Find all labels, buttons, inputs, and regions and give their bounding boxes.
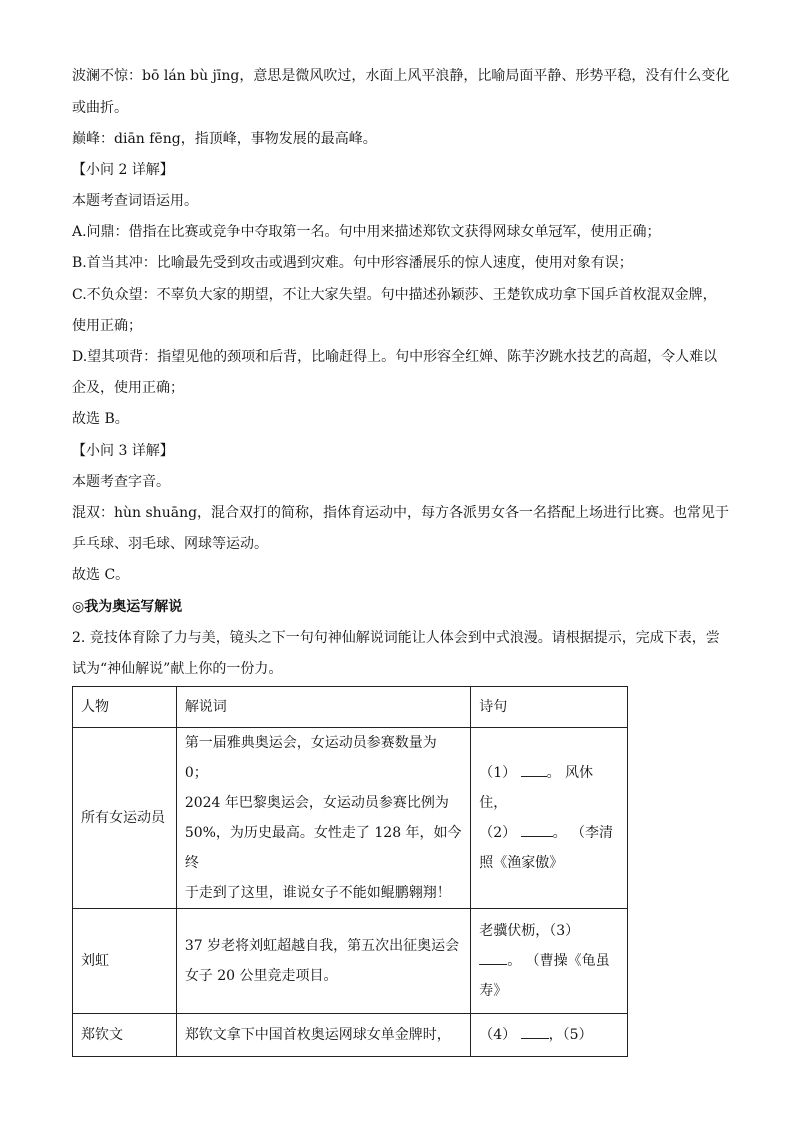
commentary-line: 50%，为历史最高。女性走了 128 年，如今终 <box>184 825 462 871</box>
commentary-line: 第一届雅典奥运会，女运动员参赛数量为 0； <box>184 735 437 781</box>
option-c: C.不负众望：不辜负大家的期望，不让大家失望。句中描述孙颖莎、王楚钦成功拿下国乒首枚混双金牌， <box>72 287 717 303</box>
fill-blank[interactable] <box>521 1024 549 1039</box>
poem-cell <box>471 728 628 909</box>
option-b: B.首当其冲：比喻最先受到攻击或遇到灾难。句中形容潘展乐的惊人速度，使用对象有误； <box>72 255 633 271</box>
poem-line <box>479 946 619 976</box>
poem-line: 照《渔家傲》 <box>479 855 564 871</box>
commentary-cell <box>176 1014 470 1057</box>
commentary-line: 女子 20 公里竞走项目。 <box>184 968 338 984</box>
header-commentary: 解说词 <box>176 687 470 728</box>
blank-label: （4） <box>479 1027 517 1043</box>
header-poem: 诗句 <box>471 687 628 728</box>
poem-text: 。 风休住， <box>479 765 594 811</box>
subquestion-heading: 【小问 2 详解】 <box>72 162 174 178</box>
section-title: ◎我为奥运写解说 <box>72 599 183 615</box>
person-cell: 刘虹 <box>73 909 177 1014</box>
table-row <box>73 909 628 1014</box>
question-line: 试为“神仙解说”献上你的一份力。 <box>72 661 283 677</box>
fill-blank[interactable] <box>521 762 547 777</box>
poem-line: 老骥伏枥，（3） <box>479 923 580 939</box>
header-person: 人物 <box>73 687 177 728</box>
poem-text: 。 （李清 <box>552 825 614 841</box>
poem-text: 。 （曹操《龟虽 <box>507 953 610 969</box>
blank-label: （1） <box>479 765 517 781</box>
blank-label: （2） <box>479 825 517 841</box>
commentary-line: 2024 年巴黎奥运会，女运动员参赛比例为 <box>184 795 449 811</box>
poem-line <box>479 818 619 848</box>
poem-line: 寿》 <box>479 983 508 999</box>
answer-table <box>72 686 628 1057</box>
poem-line <box>479 1020 619 1050</box>
poem-text: ，（5） <box>548 1027 593 1043</box>
table-row <box>73 728 628 909</box>
person-cell: 郑钦文 <box>73 1014 177 1057</box>
option-a: A.问鼎：借指在比赛或竞争中夺取第一名。句中用来描述郑钦文获得网球女单冠军，使用正确； <box>72 224 661 240</box>
commentary-cell <box>176 909 470 1014</box>
question-line: 2. 竞技体育除了力与美，镜头之下一句句神仙解说词能让人体会到中式浪漫。请根据提示，完成下表，尝 <box>72 630 720 646</box>
text-line: 混双：hùn shuāng，混合双打的简称，指体育运动中，每方各派男女各一名搭配上场进行比赛。也常见于 <box>72 505 730 521</box>
commentary-line: 郑钦文拿下中国首枚奥运网球女单金牌时， <box>184 1027 451 1043</box>
text-line: 或曲折。 <box>72 100 128 116</box>
text-line: 巅峰：diān fēng，指顶峰，事物发展的最高峰。 <box>72 131 377 147</box>
text-line: 本题考查词语运用。 <box>72 193 198 209</box>
commentary-line: 于走到了这里，谁说女子不能如鲲鹏翱翔！ <box>184 885 451 901</box>
poem-line <box>479 758 619 818</box>
commentary-line: 37 岁老将刘虹超越自我，第五次出征奥运会 <box>184 938 460 954</box>
poem-cell <box>471 909 628 1014</box>
table-header-row <box>73 687 628 728</box>
option-d: D.望其项背：指望见他的颈项和后背，比喻赶得上。句中形容全红婵、陈芋汐跳水技艺的高超，令人难以 <box>72 349 718 365</box>
table-row <box>73 1014 628 1057</box>
person-cell: 所有女运动员 <box>73 728 177 909</box>
subquestion-heading: 【小问 3 详解】 <box>72 443 174 459</box>
fill-blank[interactable] <box>521 822 553 837</box>
poem-cell <box>471 1014 628 1057</box>
text-line: 波澜不惊：bō lán bù jīng，意思是微风吹过，水面上风平浪静，比喻局面平静、形势平稳，没有什么变化 <box>72 68 730 84</box>
option-d-cont: 企及，使用正确； <box>72 380 184 396</box>
option-c-cont: 使用正确； <box>72 318 142 334</box>
answer-line: 故选 B。 <box>72 411 129 427</box>
commentary-cell <box>176 728 470 909</box>
text-line: 乒乓球、羽毛球、网球等运动。 <box>72 536 268 552</box>
fill-blank[interactable] <box>479 950 507 965</box>
answer-line: 故选 C。 <box>72 567 130 583</box>
text-line: 本题考查字音。 <box>72 474 170 490</box>
